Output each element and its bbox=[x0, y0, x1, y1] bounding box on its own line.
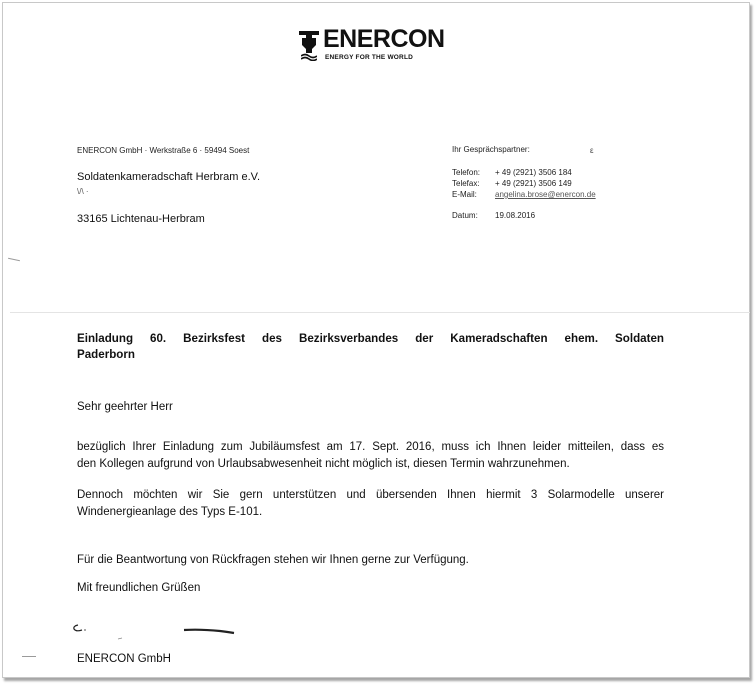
closing-greeting: Mit freundlichen Grüßen bbox=[77, 582, 201, 594]
enercon-logo-mark-icon bbox=[299, 31, 319, 53]
wave-icon bbox=[301, 53, 317, 61]
paragraph-2-line-1: Dennoch möchten wir Sie gern unterstützen und übersenden Ihnen hiermit 3 Solarmodelle unserer bbox=[77, 489, 664, 501]
enercon-logo bbox=[299, 27, 449, 61]
paragraph-2 bbox=[77, 487, 664, 521]
salutation: Sehr geehrter Herr bbox=[77, 401, 173, 413]
contact-telefax-label: Telefax: bbox=[452, 179, 480, 188]
sender-address-line: ENERCON GmbH · Werkstraße 6 · 59494 Soest bbox=[77, 146, 250, 155]
recipient-street: \/\ · bbox=[77, 187, 89, 196]
contact-partner-label: Ihr Gesprächspartner: bbox=[452, 145, 530, 154]
paragraph-1-line-1: bezüglich Ihrer Einladung zum Jubiläumsfest am 17. Sept. 2016, muss ich Ihnen leider mitteilen, dass es bbox=[77, 441, 664, 453]
contact-telefax-value: + 49 (2921) 3506 149 bbox=[495, 179, 572, 188]
subject-line-1: Einladung 60. Bezirksfest des Bezirksverbandes der Kameradschaften ehem. Soldaten bbox=[77, 332, 664, 345]
letter-subject bbox=[77, 331, 664, 363]
handwritten-signature bbox=[70, 617, 250, 641]
paragraph-1 bbox=[77, 439, 664, 473]
signature-company: ENERCON GmbH bbox=[77, 653, 171, 665]
contact-email-label: E-Mail: bbox=[452, 190, 477, 199]
paragraph-3: Für die Beantwortung von Rückfragen stehen wir Ihnen gerne zur Verfügung. bbox=[77, 554, 469, 566]
contact-telefon-value: + 49 (2921) 3506 184 bbox=[495, 168, 572, 177]
recipient-name: Soldatenkameradschaft Herbram e.V. bbox=[77, 171, 261, 183]
logo-wordmark: ENERCON bbox=[323, 25, 445, 53]
email-link[interactable]: angelina.brose@enercon.de bbox=[495, 190, 596, 199]
logo-tagline: ENERGY FOR THE WORLD bbox=[325, 54, 414, 61]
contact-telefon-label: Telefon: bbox=[452, 168, 481, 177]
contact-datum-value: 19.08.2016 bbox=[495, 211, 536, 220]
paragraph-1-line-2: den Kollegen aufgrund von Urlaubsabwesenheit nicht möglich ist, diesen Termin wahrzunehmen. bbox=[77, 458, 570, 470]
recipient-city: 33165 Lichtenau-Herbram bbox=[77, 213, 205, 225]
contact-datum-label: Datum: bbox=[452, 211, 478, 220]
contact-partner-value: ε bbox=[590, 146, 594, 155]
scan-mark-fold bbox=[10, 312, 750, 313]
subject-line-2: Paderborn bbox=[77, 348, 135, 361]
contact-email-value[interactable] bbox=[495, 190, 596, 200]
scan-mark-bottom-left bbox=[22, 656, 36, 657]
paragraph-2-line-2: Windenergieanlage des Typs E-101. bbox=[77, 506, 263, 518]
